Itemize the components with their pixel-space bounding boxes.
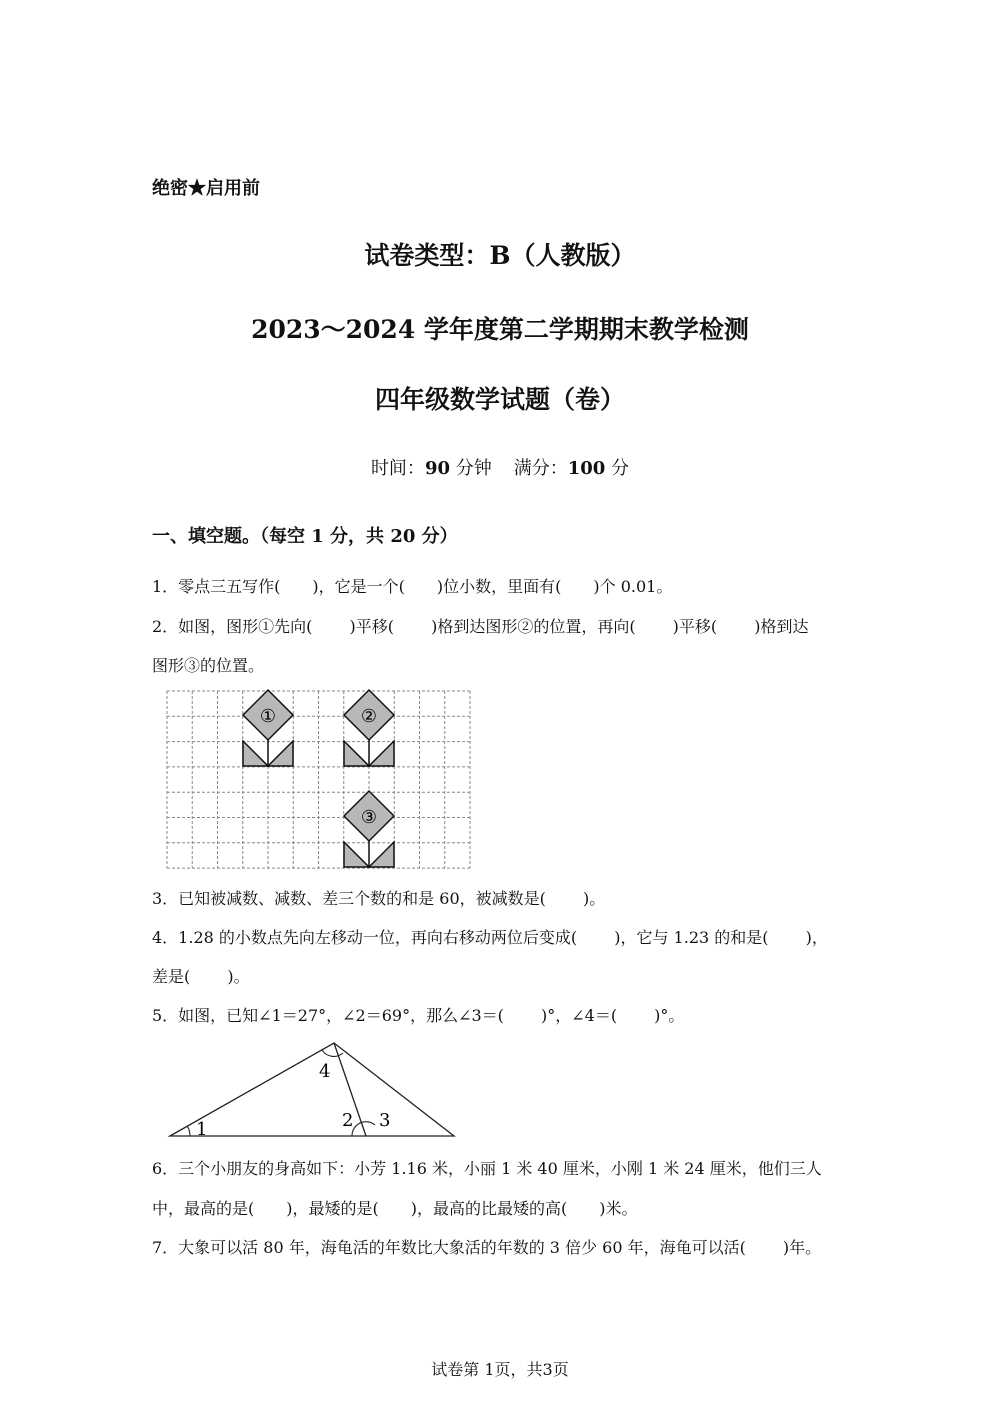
angle-4-arc (322, 1050, 343, 1056)
exam-time-score (0, 454, 1000, 480)
shape-label-3: ③ (360, 807, 378, 828)
angle-label-1: 1 (196, 1119, 208, 1140)
triangle-angle-figure (166, 1040, 466, 1140)
flower-shape-2 (344, 690, 394, 766)
time-value: 90 (424, 458, 450, 479)
question-3: 3．已知被减数、减数、差三个数的和是 60，被减数是( )。 (152, 889, 606, 908)
question-2-line-1: 2．如图，图形①先向( )平移( )格到达图形②的位置，再向( )平移( )格到达 (152, 617, 809, 636)
time-label: 时间： (370, 458, 425, 479)
score-unit: 分 (605, 458, 630, 479)
secret-mark: 绝密★启用前 (152, 178, 260, 199)
exam-term-title: 2023～2024 学年度第二学期期末教学检测 (251, 315, 749, 344)
question-7: 7．大象可以活 80 年，海龟活的年数比大象活的年数的 3 倍少 60 年，海龟可以活( )年。 (152, 1238, 822, 1257)
question-6-line-2: 中，最高的是( )，最矮的是( )，最高的比最矮的高( )米。 (152, 1199, 638, 1218)
angle-label-3: 3 (379, 1110, 391, 1131)
section-heading-fill-blank: 一、填空题。（每空 1 分，共 20 分） (152, 526, 458, 547)
exam-subject-title: 四年级数学试题（卷） (374, 385, 625, 414)
question-5: 5．如图，已知∠1＝27°，∠2＝69°，那么∠3＝( )°，∠4＝( )°。 (152, 1006, 685, 1025)
score-label: 满分： (513, 458, 568, 479)
question-6-line-1: 6．三个小朋友的身高如下：小芳 1.16 米，小丽 1 米 40 厘米，小刚 1 米 24 厘米，他们三人 (152, 1159, 822, 1178)
question-4-line-1: 4．1.28 的小数点先向左移动一位，再向右移动两位后变成( )，它与 1.23 的和是( )， (152, 928, 828, 947)
page-footer: 试卷第 1页，共3页 (431, 1360, 569, 1379)
exam-type-title: 试卷类型：B（人教版） (364, 241, 636, 270)
question-4-line-2: 差是( )。 (152, 967, 250, 986)
flower-shape-1 (243, 690, 293, 766)
angle-label-2: 2 (342, 1110, 354, 1131)
angle-label-4: 4 (319, 1061, 331, 1082)
translation-grid-figure (166, 690, 476, 872)
flower-shape-3 (344, 791, 394, 867)
shape-label-1: ① (259, 706, 277, 727)
large-triangle (170, 1043, 454, 1136)
angle-1-arc (188, 1126, 191, 1136)
question-1: 1．零点三五写作( )，它是一个( )位小数，里面有( )个 0.01。 (152, 577, 673, 596)
score-value: 100 (567, 458, 606, 479)
grid-lines (167, 691, 470, 868)
shape-label-2: ② (360, 706, 378, 727)
question-2-line-2: 图形③的位置。 (152, 656, 265, 675)
time-unit: 分钟 (450, 458, 492, 479)
